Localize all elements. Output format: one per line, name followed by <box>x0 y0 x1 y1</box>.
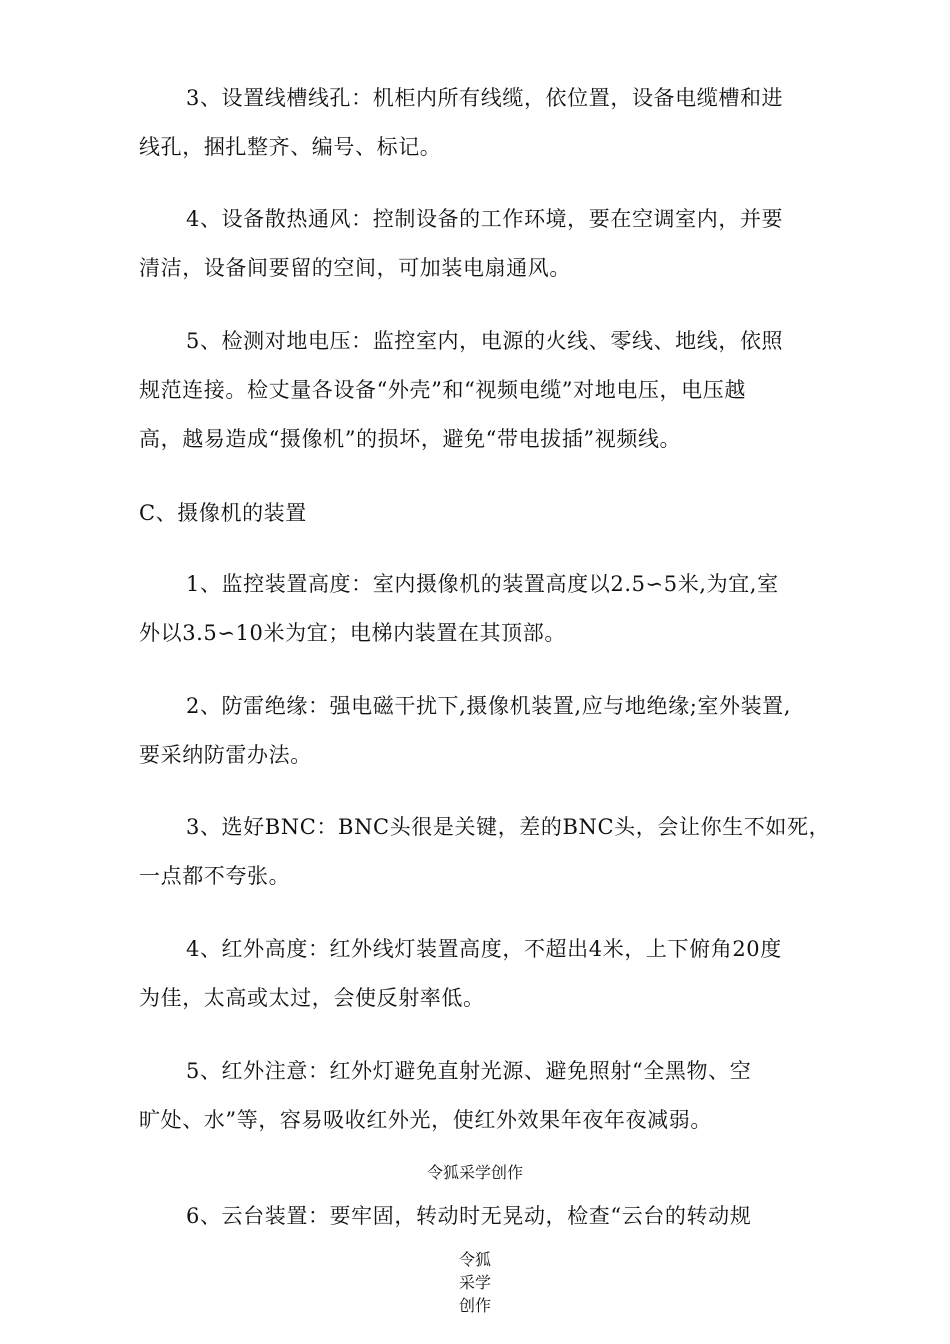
paragraph-bnc <box>139 803 831 901</box>
paragraph-infrared-notes <box>139 1047 819 1145</box>
watermark-line: 令狐采学创作 <box>426 1163 523 1182</box>
paragraph-cable-trough <box>139 74 819 172</box>
paragraph-line: 5、红外注意：红外灯避免直射光源、避免照射“全黑物、空 <box>186 1059 752 1083</box>
paragraph-line: 一点都不夸张。 <box>139 864 291 888</box>
paragraph-ground-voltage <box>139 317 819 464</box>
paragraph-line: 规范连接。检丈量各设备“外壳”和“视频电缆”对地电压，电压越 <box>139 378 746 402</box>
paragraph-line: 6、云台装置：要牢固，转动时无晃动，检查“云台的转动规 <box>186 1204 752 1228</box>
paragraph-line: 清洁，设备间要留的空间，可加装电扇通风。 <box>139 256 571 280</box>
section-heading-text: C、摄像机的装置 <box>139 501 307 525</box>
footer-watermark-stack <box>0 1248 950 1317</box>
paragraph-ptz-installation <box>139 1192 819 1241</box>
paragraph-line: 线孔，捆扎整齐、编号、标记。 <box>139 135 442 159</box>
paragraph-install-height <box>139 560 819 658</box>
paragraph-line: 要采纳防雷办法。 <box>139 743 312 767</box>
paragraph-line: 3、设置线槽线孔：机柜内所有线缆，依位置，设备电缆槽和进 <box>186 86 784 110</box>
paragraph-line: 3、选好BNC：BNC头很是关键，差的BNC头，会让你生不如死， <box>186 815 831 839</box>
paragraph-line: 外以3.5∽10米为宜；电梯内装置在其顶部。 <box>139 621 566 645</box>
paragraph-line: 4、红外高度：红外线灯装置高度，不超出4米，上下俯角20度 <box>186 937 782 961</box>
paragraph-line: 为佳，太高或太过，会使反射率低。 <box>139 986 485 1010</box>
paragraph-line: 高，越易造成“摄像机”的损坏，避免“带电拔插”视频线。 <box>139 427 682 451</box>
paragraph-line: 2、防雷绝缘：强电磁干扰下,摄像机装置,应与地绝缘;室外装置, <box>186 694 792 718</box>
footer-watermark-line: 创作 <box>458 1296 491 1315</box>
paragraph-line: 旷处、水”等，容易吸收红外光，使红外效果年夜年夜减弱。 <box>139 1108 712 1132</box>
section-heading-camera-installation <box>139 489 819 538</box>
footer-watermark-line: 令狐 <box>458 1250 491 1269</box>
paragraph-line: 1、监控装置高度：室内摄像机的装置高度以2.5∽5米,为宜,室 <box>186 572 779 596</box>
paragraph-line: 4、设备散热通风：控制设备的工作环境，要在空调室内，并要 <box>186 207 784 231</box>
footer-watermark-line: 采学 <box>458 1273 491 1292</box>
paragraph-heat-ventilation <box>139 195 819 293</box>
paragraph-line: 5、检测对地电压：监控室内，电源的火线、零线、地线，依照 <box>186 329 784 353</box>
paragraph-infrared-height <box>139 925 819 1023</box>
paragraph-lightning-insulation <box>139 682 819 780</box>
